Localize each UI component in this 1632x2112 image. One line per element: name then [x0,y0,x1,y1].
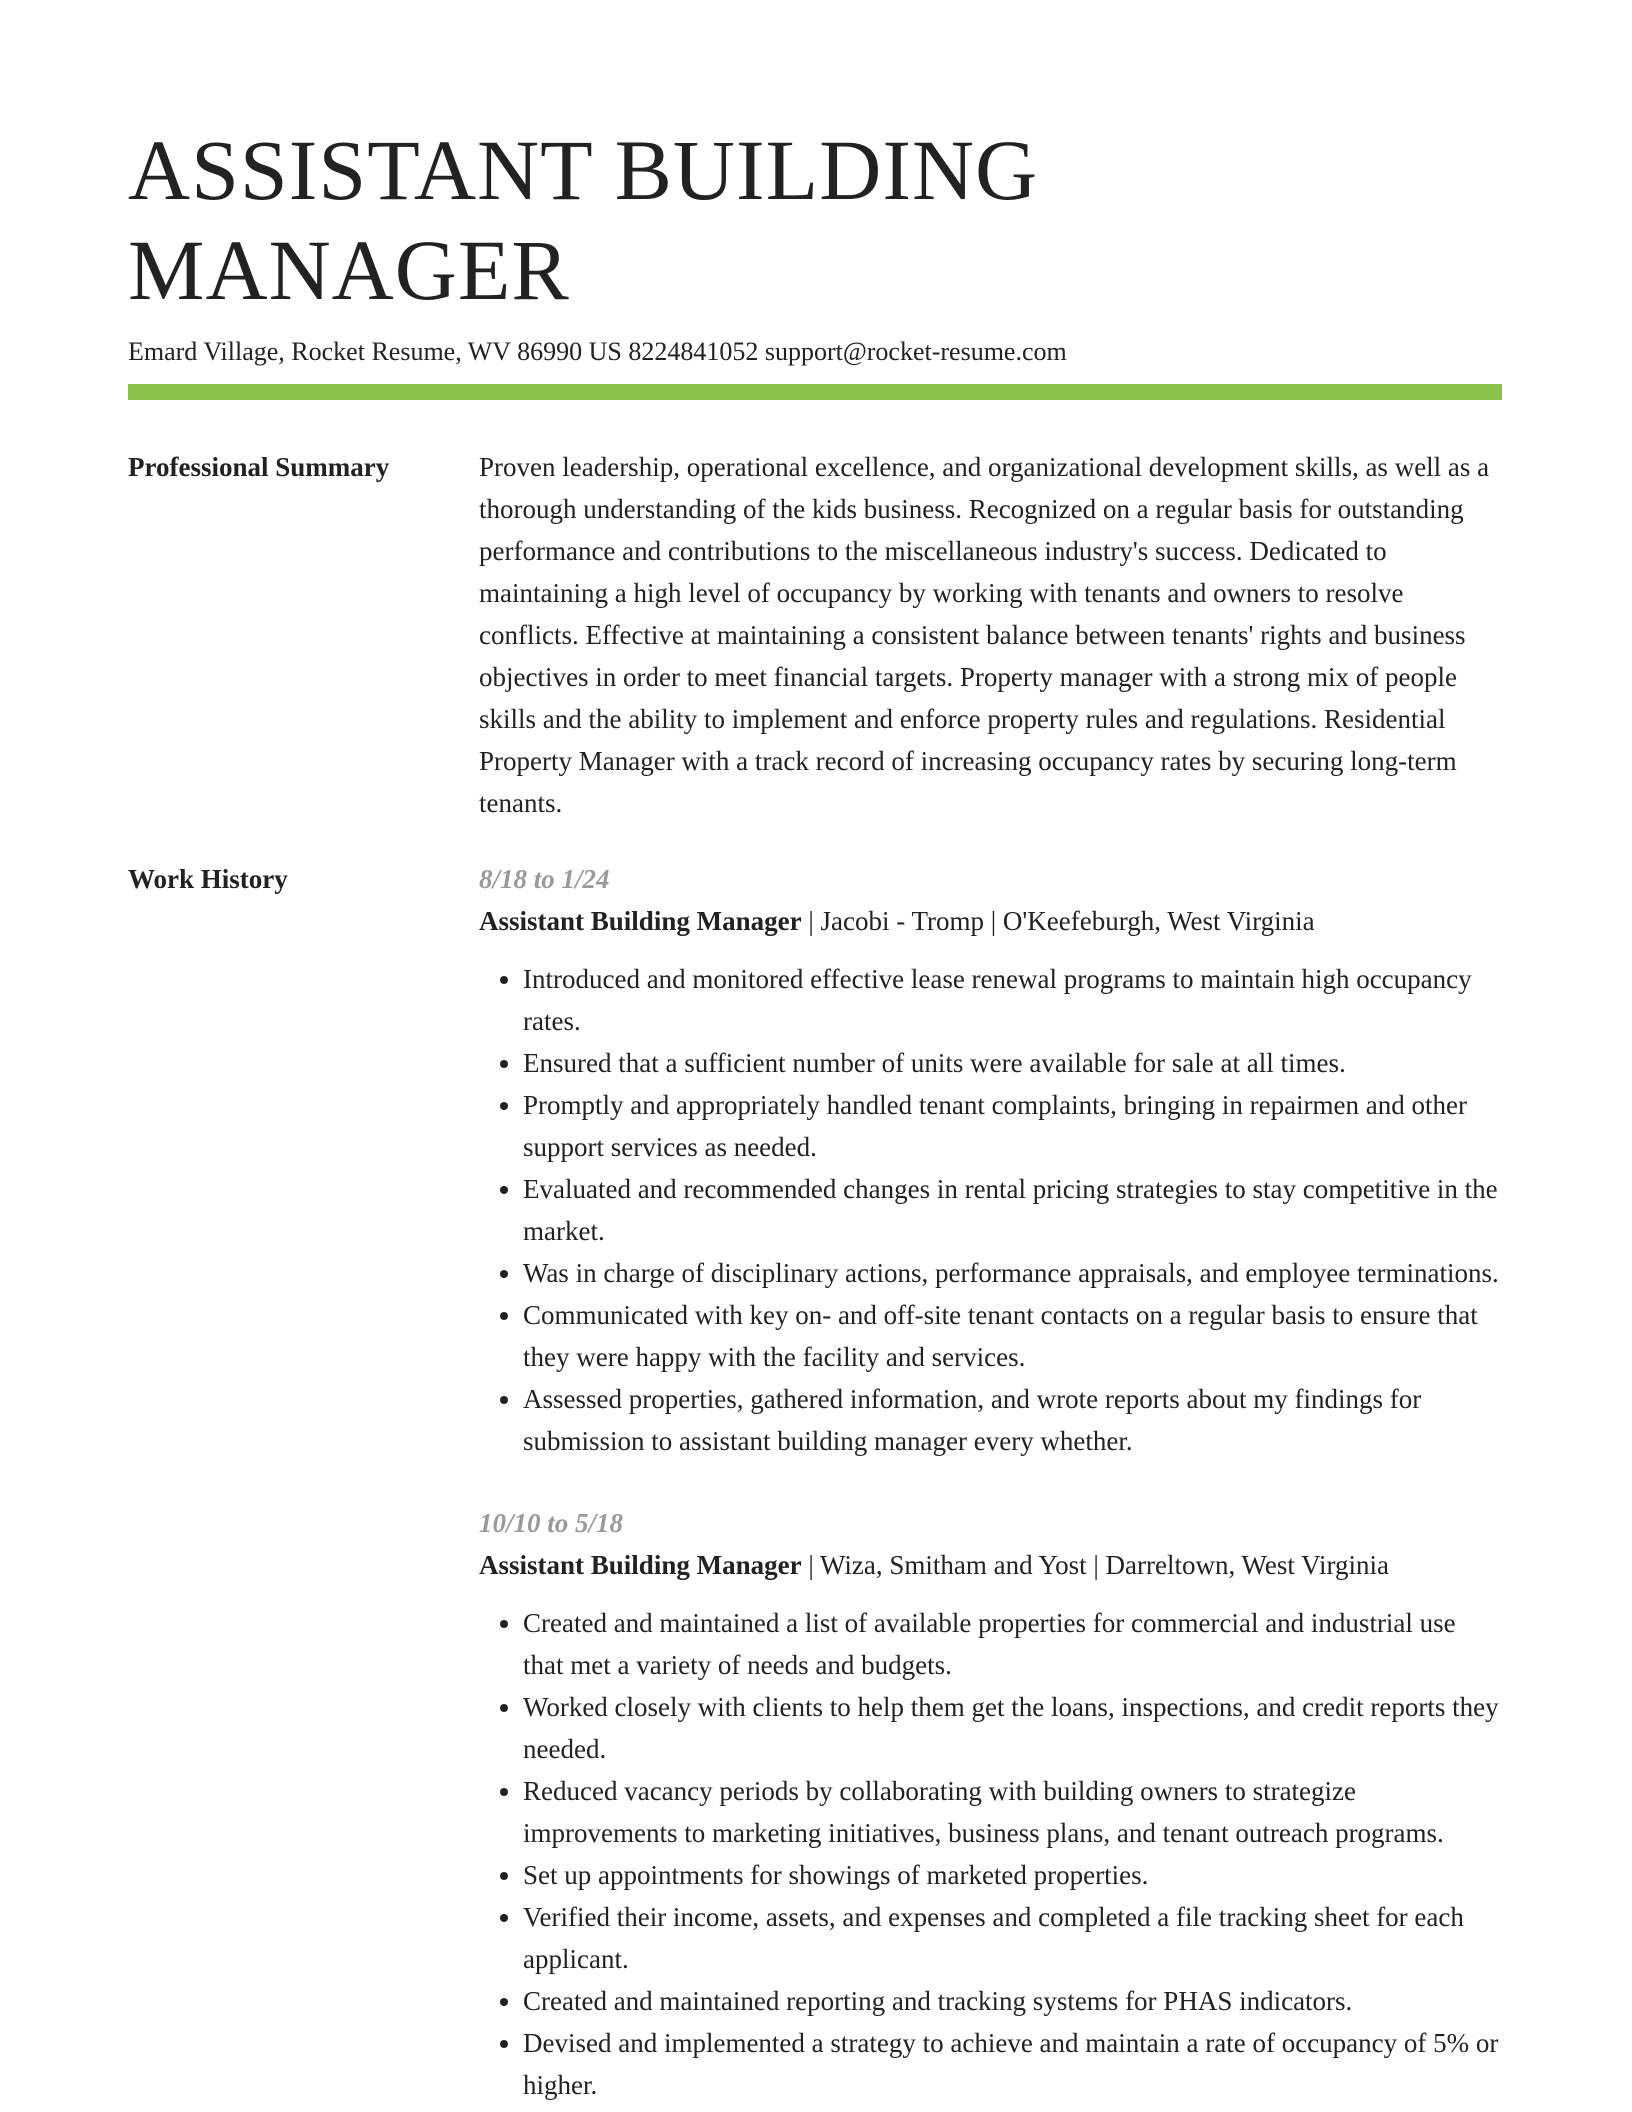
contact-line: Emard Village, Rocket Resume, WV 86990 US 8224841052 support@rocket-resume.com [128,337,1067,366]
job-bullet: • Reduced vacancy periods by collaborating with building owners to strategize improvements to marketing initiatives, business plans, and tenant outreach programs. [523,1770,1502,1854]
job-details: | Jacobi - Tromp | O'Keefeburgh, West Virginia [801,906,1315,936]
accent-divider [128,384,1502,400]
job-bullet: • Verified their income, assets, and expenses and completed a file tracking sheet for each applicant. [523,1896,1502,1980]
job-bullet: • Introduced and monitored effective lease renewal programs to maintain high occupancy rates. [523,958,1502,1042]
job-bullet: • Devised and implemented a strategy to achieve and maintain a rate of occupancy of 5% or higher. [523,2022,1502,2106]
job-heading [479,1544,1502,1586]
job-dates: 8/18 to 1/24 [479,864,610,894]
job-bullet: • Worked closely with clients to help them get the loans, inspections, and credit reports they needed. [523,1686,1502,1770]
job-heading [479,900,1502,942]
job-dates: 10/10 to 5/18 [479,1508,624,1538]
job-bullet: • Was in charge of disciplinary actions, performance appraisals, and employee terminations. [523,1252,1502,1294]
summary-text: Proven leadership, operational excellence, and organizational development skills, as well as a thorough understanding of the kids business. Recognized on a regular basis for outstanding performance and contributions to the miscellaneous industry's success. Dedicated to maintaining a high level of occupancy by working with tenants and owners to resolve conflicts. Effective at maintaining a consistent balance between tenants' rights and business objectives in order to meet financial targets. Property manager with a strong mix of people skills and the ability to implement and enforce property rules and regulations. Residential Property Manager with a track record of increasing occupancy rates by securing long-term tenants. [479,452,1490,818]
resume-name-heading: ASSISTANT BUILDING MANAGER [128,122,1039,318]
job-bullet-list [479,1602,1502,2106]
job-bullet: • Communicated with key on- and off-site tenant contacts on a regular basis to ensure that they were happy with the facility and services. [523,1294,1502,1378]
work-history-section [128,858,1502,2106]
job-entry [479,858,1502,1462]
job-bullet: • Set up appointments for showings of marketed properties. [523,1854,1502,1896]
job-title: Assistant Building Manager [479,1550,802,1580]
job-bullet: • Assessed properties, gathered information, and wrote reports about my findings for submission to assistant building manager every whether. [523,1378,1502,1462]
professional-summary-section [128,446,1502,824]
job-title: Assistant Building Manager [479,906,802,936]
section-label-summary: Professional Summary [128,452,390,482]
resume-page [128,120,1502,2106]
job-details: | Wiza, Smitham and Yost | Darreltown, West Virginia [801,1550,1389,1580]
job-bullet-list [479,958,1502,1462]
job-bullet: • Evaluated and recommended changes in rental pricing strategies to stay competitive in the market. [523,1168,1502,1252]
job-bullet: • Ensured that a sufficient number of units were available for sale at all times. [523,1042,1502,1084]
job-bullet: • Promptly and appropriately handled tenant complaints, bringing in repairmen and other support services as needed. [523,1084,1502,1168]
jobs-list [479,858,1502,2106]
section-label-work-history: Work History [128,864,288,894]
job-bullet: • Created and maintained reporting and tracking systems for PHAS indicators. [523,1980,1502,2022]
job-bullet: • Created and maintained a list of available properties for commercial and industrial use that met a variety of needs and budgets. [523,1602,1502,1686]
job-entry [479,1502,1502,2106]
